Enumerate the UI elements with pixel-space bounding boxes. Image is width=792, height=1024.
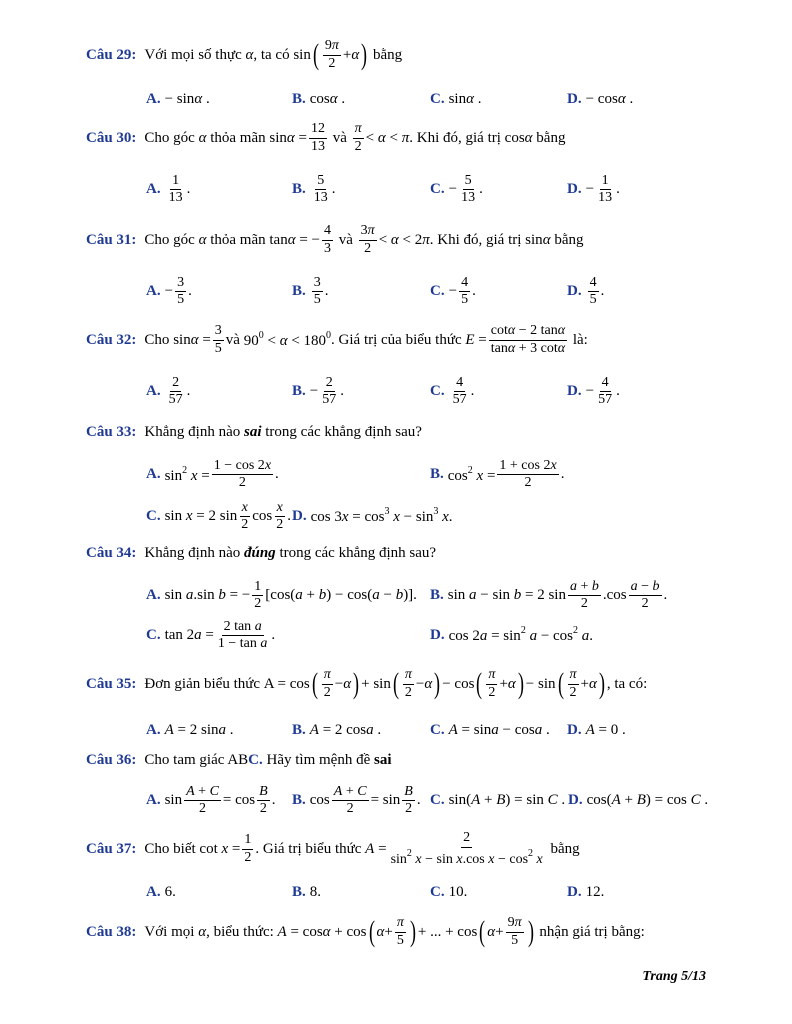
option-b[interactable]: B. A = 2 cosa . <box>292 722 382 738</box>
option-a[interactable]: A. 6. <box>146 884 176 900</box>
option-b[interactable]: B. $\frac{3}{5}$ . <box>292 275 329 308</box>
option-c[interactable]: C. sin x = 2 sin $\frac{x}{2}$ cos $\frac{x}{2}$ . <box>146 500 291 533</box>
option-a[interactable]: A. − $\frac{3}{5}$ . <box>146 275 192 308</box>
question-text: Cho <box>144 331 170 348</box>
question-label: Câu 33: <box>86 423 137 440</box>
question-34 <box>86 543 732 658</box>
option-d[interactable]: D. − $\frac{1}{13}$ . <box>567 173 620 206</box>
question-text: . Giá trị biểu thức <box>255 840 362 857</box>
question-30: Câu 30: Cho góc α thỏa mãn sinα = $\frac{12}{13}$ và $\frac{\pi}{2}$ < α < π . Khi đó, giá trị cosα bằng A. $\frac{1}{13}$ . B. $\frac{5}{13}$ . C. − $\frac{5}{13}$ . D. − $\frac{1}{13}$ . <box>86 121 620 206</box>
question-35: Câu 35: Đơn giản biểu thức A = cos ( $\frac{\pi}{2}$ − α ) + sin ( $\frac{\pi}{2}$ − α ) − cos ( $\frac{\pi}{2}$ + α ) − sin ( $\frac{\pi}{2}$ + α ) , ta có: A. A = 2 sina . B. A = 2 cosa . C. A = sina − cosa . D. A = 0 . <box>86 667 648 738</box>
option-b[interactable]: B. 8. <box>292 884 322 900</box>
question-37: Câu 37: Cho biết cot x = $\frac{1}{2}$ . Giá trị biểu thức A = $\frac{2}{\sin^2 x - \sin x.\cos x - \cos^2 x}$ bằng A. 6. B. 8. C. 10. D. 12. <box>86 830 605 900</box>
question-text: nhận giá trị bằng: <box>539 923 645 940</box>
option-c[interactable]: C. tan 2a = $\frac{\text{2 tan a}}{\text{1 − tan a}}$ . <box>146 619 276 652</box>
option-a[interactable]: A. − sinα . <box>146 91 210 107</box>
option-d[interactable]: D. $\cos 2a = \sin^2 a - \cos^2 a$. <box>430 625 594 644</box>
question-text: là: <box>572 331 588 348</box>
question-text: Với mọi số thực <box>144 46 242 63</box>
option-c[interactable]: C. A = sina − cosa . <box>430 722 550 738</box>
question-33 <box>86 422 732 532</box>
option-c[interactable]: C. sinα . <box>430 91 482 107</box>
option-a[interactable]: A. sin a.sin b = − $\frac{1}{2}$ [cos(a + b) − cos(a − b)]. <box>146 579 417 612</box>
question-31: Câu 31: Cho góc α thỏa mãn tanα = − $\frac{4}{3}$ và $\frac{3\pi}{2}$ < α < 2π . Khi đó, giá trị sinα bằng A. − $\frac{3}{5}$ . B. $\frac{3}{5}$ . C. − $\frac{4}{5}$ . D. $\frac{4}{5}$ . <box>86 223 605 308</box>
question-text: Cho góc <box>144 129 195 146</box>
question-text: bằng <box>550 840 580 857</box>
option-c[interactable]: C. − $\frac{4}{5}$ . <box>430 275 476 308</box>
option-b[interactable]: B. $\frac{5}{13}$ . <box>292 173 336 206</box>
question-label: Câu 35: <box>86 675 137 692</box>
question-32: Câu 32: Cho sinα = $\frac{3}{5}$ và $90^0 < \alpha < 180^0$ . Giá trị của biểu thức E = $\frac{\cot\alpha - 2 \tan\alpha}{\tan\alpha + 3 \cot\alpha}$ là: A. $\frac{2}{57}$ . B. − $\frac{2}{57}$ . C. $\frac{4}{57}$ . D. − $\frac{4}{57}$ . <box>86 323 620 408</box>
question-label: Câu 30: <box>86 129 137 146</box>
option-b[interactable]: B. − $\frac{2}{57}$ . <box>292 375 344 408</box>
option-c[interactable]: C. $\frac{4}{57}$ . <box>430 375 475 408</box>
question-text: thỏa mãn <box>210 129 266 146</box>
question-text: Đơn giản biểu thức <box>144 675 261 692</box>
emphasis-text: sai <box>374 751 392 768</box>
option-a[interactable]: A. $\frac{2}{57}$ . <box>146 375 191 408</box>
option-b[interactable]: B. cosα . <box>292 91 346 107</box>
option-d[interactable]: D. $\frac{4}{5}$ . <box>567 275 605 308</box>
question-36 <box>86 750 732 825</box>
question-text: bằng <box>372 46 403 63</box>
option-d[interactable]: D. $\cos 3x = \cos^3 x - \sin^3 x$. <box>292 506 453 525</box>
option-d[interactable]: D. cos(A + B) = cos C . <box>568 792 709 808</box>
question-text: bằng <box>554 231 584 248</box>
option-c[interactable]: C. sin(A + B) = sin C . <box>430 792 566 808</box>
question-label: Câu 34: <box>86 544 137 561</box>
question-text: Với mọi <box>144 923 195 940</box>
question-text: C. <box>248 751 263 768</box>
emphasis-text: sai <box>244 423 262 440</box>
question-text: . Giá trị của biểu thức <box>331 331 462 348</box>
page-number: Trang 5/13 <box>642 969 706 984</box>
option-d[interactable]: D. 12. <box>567 884 605 900</box>
question-text: . Khi đó, giá trị <box>409 129 501 146</box>
question-text: và <box>225 331 240 348</box>
option-d[interactable]: D. − cosα . <box>567 91 634 107</box>
option-a[interactable]: A. $\sin^2 x$ = $\frac{1 - \cos 2x}{2}$ . <box>146 458 279 491</box>
option-b[interactable]: B. cos $\frac{A + C}{2}$ = sin $\frac{B}{2}$ . <box>292 784 421 817</box>
option-d[interactable]: D. − $\frac{4}{57}$ . <box>567 375 620 408</box>
option-c[interactable]: C. − $\frac{5}{13}$ . <box>430 173 483 206</box>
question-text: và <box>332 129 347 146</box>
question-label: Câu 38: <box>86 923 137 940</box>
option-c[interactable]: C. 10. <box>430 884 468 900</box>
option-b[interactable]: B. $\cos^2 x$ = $\frac{1 + \cos 2x}{2}$ . <box>430 458 565 491</box>
question-text: Hãy tìm mệnh đề <box>266 751 371 768</box>
question-label: Câu 32: <box>86 331 137 348</box>
question-text: Khẳng định nào <box>144 423 241 440</box>
question-38: Câu 38: Với mọi α , biểu thức: A = cosα + cos ( α + $\frac{\pi}{5}$ ) + ... + cos ( α + $\frac{9\pi}{5}$ ) nhận giá trị bằng: <box>86 915 645 948</box>
question-text: và <box>338 231 353 248</box>
question-text: trong các khẳng định sau? <box>265 423 422 440</box>
question-text: , ta có: <box>606 675 648 692</box>
option-a[interactable]: A. A = 2 sina . <box>146 722 234 738</box>
question-text: Cho biết <box>144 840 196 857</box>
question-text: bằng <box>536 129 566 146</box>
option-a[interactable]: A. sin $\frac{A + C}{2}$ = cos $\frac{B}{2}$ . <box>146 784 276 817</box>
question-text: thỏa mãn <box>210 231 266 248</box>
question-text: , biểu thức: <box>206 923 274 940</box>
option-b[interactable]: B. sin a − sin b = 2 sin $\frac{a + b}{2}$ .cos $\frac{a - b}{2}$ . <box>430 579 668 612</box>
question-text: Khẳng định nào <box>144 544 241 561</box>
question-text: Cho góc <box>144 231 195 248</box>
option-d[interactable]: D. A = 0 . <box>567 722 626 738</box>
question-label: Câu 31: <box>86 231 137 248</box>
emphasis-text: đúng <box>244 544 276 561</box>
question-label: Câu 37: <box>86 840 137 857</box>
question-text: , ta có <box>253 46 290 63</box>
question-text: . Khi đó, giá trị <box>429 231 522 248</box>
option-a[interactable]: A. $\frac{1}{13}$ . <box>146 173 191 206</box>
question-label: Câu 29: <box>86 46 137 63</box>
question-label: Câu 36: <box>86 751 137 768</box>
question-text: trong các khẳng định sau? <box>279 544 437 561</box>
question-29: Câu 29: Với mọi số thực α , ta có sin ( $\frac{9\pi}{2}$ + α ) bằng A. − sinα . B. cosα . C. sinα . D. − cosα . <box>86 38 634 107</box>
question-text: Cho tam giác AB <box>144 751 249 768</box>
